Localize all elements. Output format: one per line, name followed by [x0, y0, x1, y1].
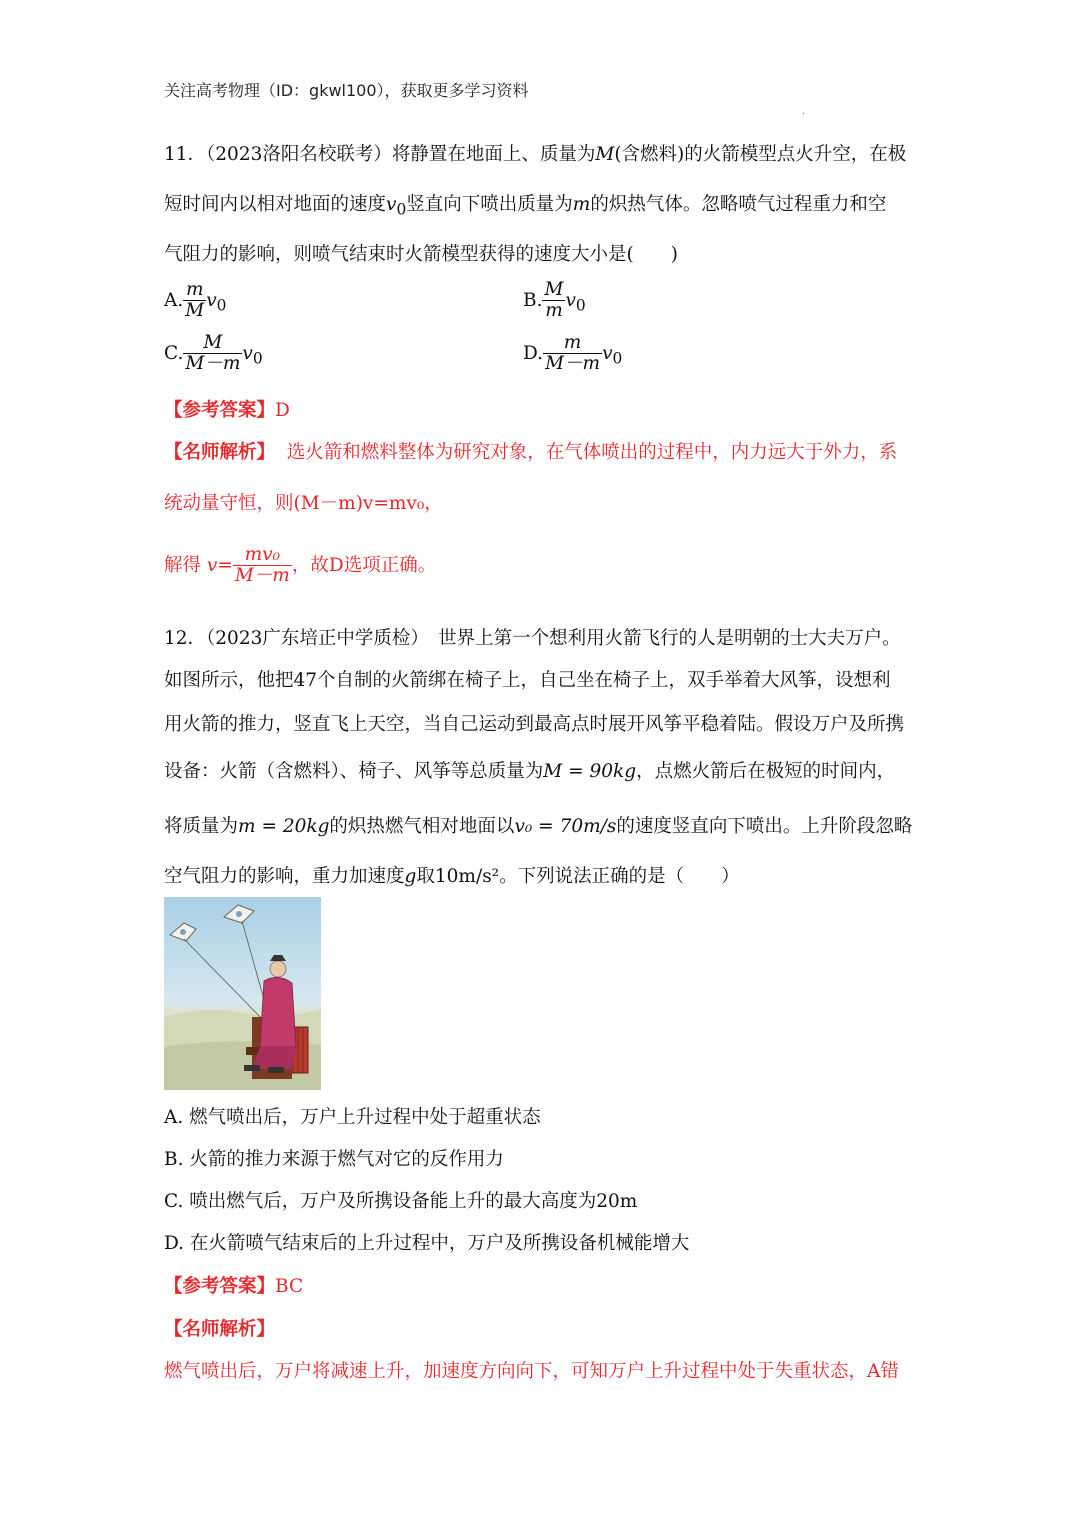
- answer-value: BC: [275, 1276, 304, 1297]
- option-c-num: M: [183, 333, 242, 354]
- q12-text-5b: 的炽热燃气相对地面以: [329, 816, 515, 837]
- q12-eq-v0: v₀ = 70m/s: [514, 816, 617, 837]
- option-d-num: m: [543, 333, 602, 354]
- option-b-v: v: [565, 289, 576, 311]
- answer-label: 【参考答案】: [164, 1276, 276, 1297]
- q12-option-d: D. 在火箭喷气结束后的上升过程中，万户及所携设备机械能增大: [164, 1233, 690, 1254]
- q12-var-g: g: [404, 866, 417, 887]
- q11-answer: [164, 396, 290, 422]
- q11-analysis-1: [164, 438, 897, 464]
- option-a-v: v: [206, 289, 217, 311]
- q12-option-c: C. 喷出燃气后，万户及所携设备能上升的最大高度为20m: [164, 1191, 638, 1212]
- analysis3-text-a: 解得: [164, 554, 202, 576]
- q11-line-2: [164, 190, 886, 219]
- q12-line-3: 用火箭的推力，竖直飞上天空，当自己运动到最高点时展开风筝平稳着陆。假设万户及所携: [164, 714, 905, 735]
- option-d-label: D.: [523, 342, 544, 364]
- option-c-sub: 0: [252, 349, 263, 368]
- q11-var-m: m: [572, 194, 591, 215]
- option-a-fraction: [183, 280, 206, 322]
- option-c-fraction: [183, 333, 242, 375]
- q11-line-3: 气阻力的影响，则喷气结束时火箭模型获得的速度大小是( ): [164, 244, 678, 265]
- option-b-num: M: [544, 279, 564, 300]
- answer-label: 【参考答案】: [164, 400, 276, 421]
- analysis3-den: M－m: [234, 565, 290, 587]
- option-d-fraction: [543, 333, 602, 375]
- answer-value: D: [275, 400, 290, 421]
- q11-text-1b: (含燃料)的火箭模型点火升空，在极: [614, 144, 907, 165]
- q11-var-v-sub: 0: [396, 200, 407, 219]
- option-d-den: M－m: [545, 353, 601, 375]
- option-b-sub: 0: [575, 296, 586, 315]
- q11-text-1a: 11．（2023洛阳名校联考）将静置在地面上、质量为: [164, 144, 596, 165]
- analysis-label: 【名师解析】: [164, 1319, 276, 1340]
- q12-eq-m: m = 20kg: [238, 816, 330, 837]
- q11-var-M: M: [595, 144, 615, 165]
- analysis-text-1: 选火箭和燃料整体为研究对象，在气体喷出的过程中，内力远大于外力，系: [286, 442, 898, 463]
- q11-option-d: [523, 333, 622, 375]
- wanhu-rocket-chair-illustration: [164, 897, 321, 1090]
- q12-answer: [164, 1272, 303, 1298]
- q12-text-6b: 取: [416, 866, 435, 887]
- q11-option-b: [523, 280, 586, 322]
- option-d-v: v: [602, 342, 613, 364]
- q11-text-2a: 短时间内以相对地面的速度: [164, 194, 387, 215]
- option-a-num: m: [183, 280, 206, 301]
- q11-text-2c: 的炽热气体。忽略喷气过程重力和空: [590, 194, 887, 215]
- option-a-sub: 0: [216, 296, 227, 315]
- analysis3-fraction: [233, 545, 292, 587]
- option-c-label: C.: [164, 342, 184, 364]
- option-c-den: M－m: [185, 353, 241, 375]
- q12-option-a: A. 燃气喷出后，万户上升过程中处于超重状态: [164, 1107, 541, 1128]
- q11-option-a: [164, 280, 226, 322]
- page-dot: .: [802, 106, 806, 117]
- q12-text-4b: ，点燃火箭后在极短的时间内，: [636, 761, 896, 782]
- option-c-v: v: [242, 342, 253, 364]
- option-b-fraction: [542, 280, 565, 322]
- analysis3-num: mv₀: [233, 545, 292, 566]
- option-b-den: m: [545, 300, 563, 322]
- q12-g-value: 10m/s²: [434, 866, 500, 887]
- option-a-den: M: [185, 300, 205, 322]
- q11-analysis-2: 统动量守恒，则(M－m)v=mv₀，: [164, 493, 443, 514]
- q12-text-6c: 。下列说法正确的是（ ）: [499, 866, 740, 887]
- q12-analysis-1: 燃气喷出后，万户将减速上升，加速度方向向下，可知万户上升过程中处于失重状态，A错: [164, 1361, 899, 1382]
- option-d-sub: 0: [612, 349, 623, 368]
- analysis3-text-b: ，故D选项正确。: [291, 554, 437, 576]
- q12-line-4: [164, 757, 895, 783]
- q12-eq-M: M = 90kg: [543, 761, 637, 782]
- q12-analysis-label: [164, 1315, 275, 1341]
- q11-text-2b: 竖直向下喷出质量为: [406, 194, 573, 215]
- q12-line-1: 12．（2023广东培正中学质检） 世界上第一个想利用火箭飞行的人是明朝的士大夫万户。: [164, 628, 901, 649]
- q12-line-6: [164, 862, 740, 888]
- option-a-label: A.: [164, 289, 184, 311]
- q12-text-5a: 将质量为: [164, 816, 239, 837]
- q12-option-b: B. 火箭的推力来源于燃气对它的反作用力: [164, 1149, 504, 1170]
- q12-text-5c: 的速度竖直向下喷出。上升阶段忽略: [616, 816, 913, 837]
- page-header: 关注高考物理（ID：gkwl100），获取更多学习资料: [164, 81, 529, 100]
- analysis3-v: v=: [206, 554, 233, 576]
- q12-text-4a: 设备：火箭（含燃料）、椅子、风筝等总质量为: [164, 761, 544, 782]
- q12-text-6a: 空气阻力的影响，重力加速度: [164, 866, 405, 887]
- option-b-label: B.: [523, 289, 543, 311]
- q11-var-v: v: [386, 194, 397, 215]
- q11-analysis-3: [164, 545, 436, 587]
- q11-line-1: [164, 140, 906, 166]
- q12-line-5: [164, 812, 912, 838]
- q11-option-c: [164, 333, 263, 375]
- analysis-label: 【名师解析】: [164, 442, 276, 463]
- q12-line-2: 如图所示，他把47个自制的火箭绑在椅子上，自己坐在椅子上，双手举着大风筝，设想利: [164, 670, 891, 691]
